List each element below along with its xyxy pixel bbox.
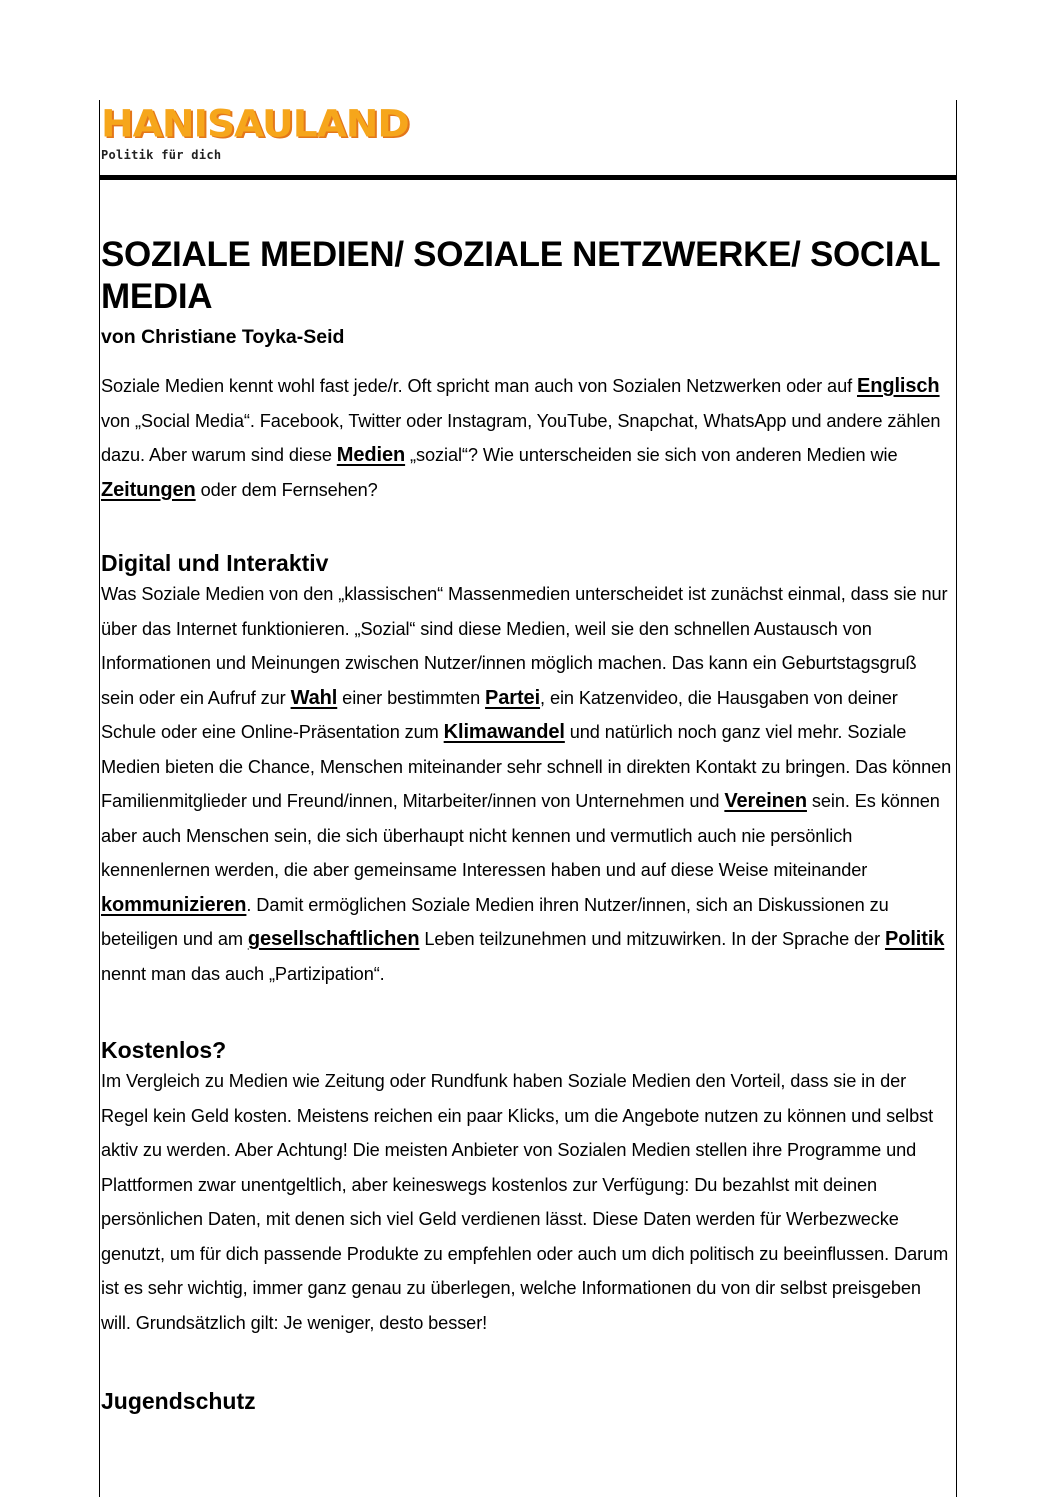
glossary-link-englisch[interactable]: Englisch <box>857 375 940 397</box>
glossary-link-klimawandel[interactable]: Klimawandel <box>443 721 565 743</box>
section-kostenlos-paragraph: Im Vergleich zu Medien wie Zeitung oder Rundfunk haben Soziale Medien den Vorteil, dass sie in der Regel kein Geld kosten. Meistens reichen ein paar Klicks, um die Angebote nutzen zu können und selbst aktiv zu werden. Aber Achtung! Die meisten Anbieter von Sozialen Medien stellen ihre Programme und Plattformen zwar unentgeltlich, aber keineswegs kostenlos zur Verfügung: Du bezahlst mit deinen persönlichen Daten, mit denen sich viel Geld verdienen lässt. Diese Daten werden für Werbezwecke genutzt, um für dich passende Produkte zu empfehlen oder auch um dich politisch zu beeinflussen. Darum ist es sehr wichtig, immer ganz genau zu überlegen, welche Informationen du von dir selbst preisgeben will. Grundsätzlich gilt: Je weniger, desto besser! <box>101 1071 949 1333</box>
glossary-link-medien[interactable]: Medien <box>336 444 406 466</box>
text-run: Soziale Medien kennt wohl fast jede/r. Oft spricht man auch von Sozialen Netzwerken oder auf <box>101 376 857 396</box>
glossary-link-partei[interactable]: Partei <box>485 686 541 709</box>
header-divider <box>100 175 957 180</box>
glossary-link-kommunizieren[interactable]: kommunizieren <box>101 893 247 916</box>
section-heading-kostenlos: Kostenlos? <box>101 1037 227 1063</box>
article-title: SOZIALE MEDIEN/ SOZIALE NETZWERKE/ SOCIAL MEDIA <box>101 235 940 316</box>
section-digital-paragraph <box>101 577 953 991</box>
glossary-link-vereinen[interactable]: Vereinen <box>724 790 807 812</box>
intro-paragraph <box>101 369 953 507</box>
article <box>101 234 953 1415</box>
glossary-link-wahl[interactable]: Wahl <box>290 686 338 709</box>
text-run: „sozial“? Wie unterscheiden sie sich von anderen Medien wie <box>405 445 898 465</box>
section-heading-digital: Digital und Interaktiv <box>101 550 329 576</box>
glossary-link-gesellschaftlichen[interactable]: gesellschaftlichen <box>247 928 420 950</box>
text-run: . Damit ermöglichen Soziale Medien ihren Nutzer/innen, sich an Diskussionen zu beteiligen und am <box>101 894 889 949</box>
glossary-link-zeitungen[interactable]: Zeitungen <box>101 478 196 501</box>
site-logo[interactable] <box>101 103 409 166</box>
logo-wordmark: HANISAULAND <box>101 103 409 146</box>
text-run: Was Soziale Medien von den „klassischen“ Massenmedien unterscheidet ist zunächst einmal, dass sie nur über das Internet funktionieren. „Sozial“ sind diese Medien, weil sie den schnellen Austausch von Informationen und Meinungen zwischen Nutzer/innen möglich machen. Das kann ein Geburtstagsgruß sein oder ein Aufruf zur <box>101 584 948 708</box>
text-run: und natürlich noch ganz viel mehr. Soziale Medien bieten die Chance, Menschen miteinander sehr schnell in direkten Kontakt zu bringen. Das können Familienmitglieder und Freund/innen, Mitarbeiter/innen von Unternehmen und <box>101 722 952 811</box>
text-run: oder dem Fernsehen? <box>195 479 378 500</box>
text-run: von „Social Media“. Facebook, Twitter oder Instagram, YouTube, Snapchat, WhatsApp und andere zählen dazu. Aber warum sind diese <box>101 410 941 465</box>
text-run: , ein Katzenvideo, die Hausgaben von deiner Schule oder eine Online-Präsentation zum <box>101 687 898 742</box>
text-run: einer bestimmten <box>337 687 486 708</box>
text-run: nennt man das auch „Partizipation“. <box>101 963 385 984</box>
article-author: von Christiane Toyka-Seid <box>101 326 345 348</box>
text-run: sein. Es können aber auch Menschen sein, die sich überhaupt nicht kennen und vermutlich auch nie persönlich kennenlernen werden, die aber gemeinsame Interessen haben und auf diese Weise miteinander <box>101 791 940 880</box>
text-run: Leben teilzunehmen und mitzuwirken. In der Sprache der <box>419 929 885 949</box>
section-heading-jugendschutz: Jugendschutz <box>101 1388 256 1414</box>
glossary-link-politik[interactable]: Politik <box>884 928 945 950</box>
logo-tagline: Politik für dich <box>101 148 222 162</box>
